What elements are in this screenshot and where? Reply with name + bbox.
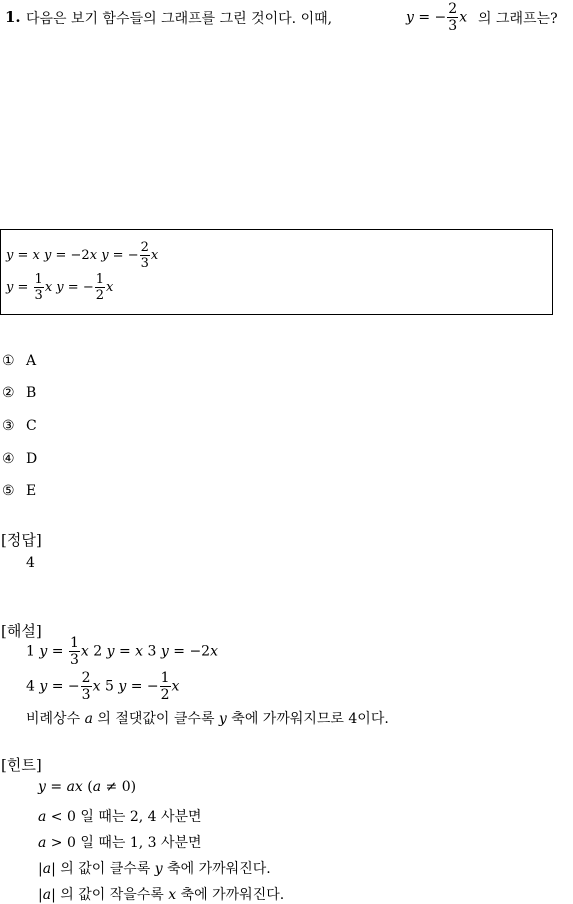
eq-x: x	[459, 9, 468, 26]
hint-line-1: y = ax (a ≠ 0)	[38, 779, 137, 795]
box-fn-1: y = x	[6, 248, 40, 263]
box-fn-4: y = $\frac{1}{3}$ x	[6, 272, 53, 303]
explanation-line-3: 비례상수 a 의 절댓값이 클수록 y 축에 가까워지므로 4이다.	[26, 711, 389, 727]
choice-2[interactable]	[2, 385, 36, 401]
function-list-box	[0, 229, 553, 315]
hint-line-5: |a| 의 값이 작을수록 x 축에 가까워진다.	[38, 887, 285, 903]
box-line-1	[6, 241, 158, 270]
explanation-label: [해설]	[1, 622, 42, 640]
choice-2-label: B	[26, 385, 37, 401]
question-tail: 의 그래프는?	[478, 11, 558, 27]
choice-1-mark: ①	[2, 353, 15, 369]
eq-fraction	[447, 2, 458, 33]
choice-1-label: A	[26, 353, 37, 369]
hint-line-4: |a| 의 값이 클수록 y 축에 가까워진다.	[38, 861, 271, 877]
choice-3[interactable]	[2, 418, 37, 434]
choice-3-mark: ③	[2, 418, 15, 434]
choice-5-mark: ⑤	[2, 483, 15, 499]
question-equation	[406, 2, 467, 33]
eq-sign: = −	[413, 9, 447, 26]
explanation-line-2: 4 y = − $\frac{2}{3}$ x 5 y = − $\frac{1}{2}$ x	[26, 670, 180, 703]
choice-2-mark: ②	[2, 385, 15, 401]
eq-y: y	[406, 9, 414, 26]
answer-label: [정답]	[1, 531, 42, 549]
eq-frac-den: 3	[448, 18, 458, 34]
hint-line-3: a > 0 일 때는 1, 3 사분면	[38, 835, 202, 851]
choice-5[interactable]	[2, 483, 36, 499]
answer-value: 4	[26, 555, 35, 571]
question-text: 다음은 보기 함수들의 그래프를 그린 것이다. 이때,	[26, 11, 333, 27]
box-line-2	[6, 273, 113, 302]
hint-label: [힌트]	[1, 756, 42, 774]
choice-4-mark: ④	[2, 451, 15, 467]
question-number: 1.	[5, 8, 21, 26]
choice-4[interactable]	[2, 451, 37, 467]
eq-frac-num: 2	[448, 1, 458, 17]
box-fn-2: y = −2x	[44, 248, 98, 263]
choice-1[interactable]	[2, 353, 36, 369]
choice-3-label: C	[26, 418, 37, 434]
choice-5-label: E	[26, 483, 37, 499]
box-fn-3: y = − $\frac{2}{3}$ x	[101, 240, 159, 271]
explanation-line-1: 1 y = $\frac{1}{3}$ x 2 y = x 3 y = −2x	[26, 635, 218, 668]
box-fn-5: y = − $\frac{1}{2}$ x	[56, 272, 114, 303]
choice-4-label: D	[26, 451, 38, 467]
hint-line-2: a < 0 일 때는 2, 4 사분면	[38, 809, 202, 825]
